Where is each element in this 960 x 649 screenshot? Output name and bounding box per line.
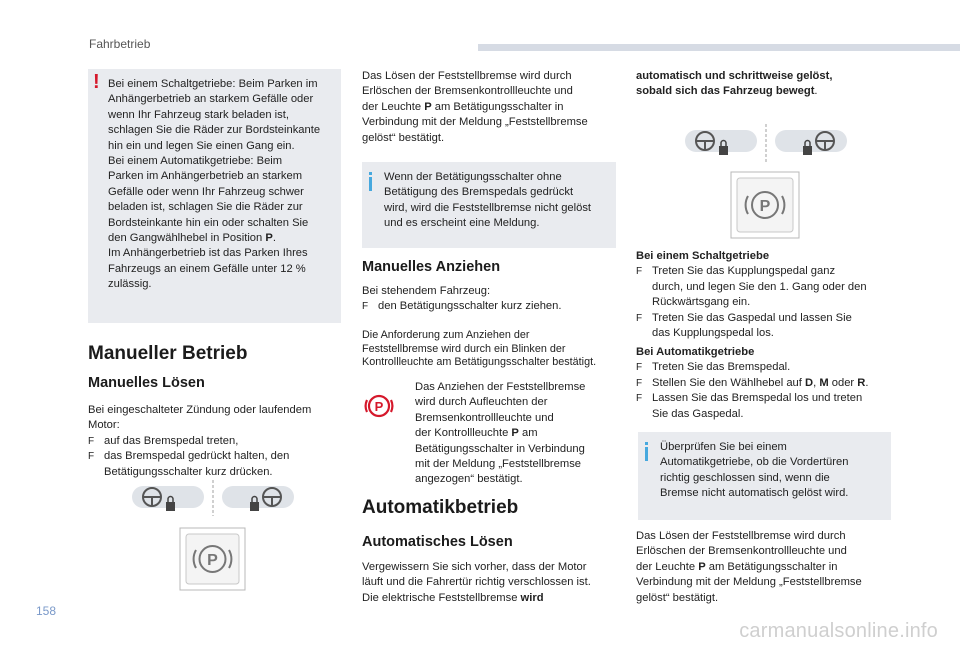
warning-line: beladen ist, schlagen Sie die Räder zur bbox=[108, 201, 303, 214]
bullet-flag-icon: F bbox=[88, 435, 95, 447]
text-line: Betätigung des Bremspedals gedrückt bbox=[384, 186, 574, 199]
text-line: Feststellbremse wird durch ein Blinken der bbox=[362, 342, 566, 355]
bullet-item-cont: Rückwärtsgang ein. bbox=[652, 296, 751, 309]
page-number: 158 bbox=[36, 604, 57, 618]
text-line: richtig geschlossen sind, wenn die bbox=[660, 471, 830, 484]
text-line: automatisch und schrittweise gelöst, bbox=[636, 70, 833, 82]
warning-exclamation-icon: ! bbox=[93, 71, 100, 93]
bullet-item: F Lassen Sie das Bremspedal los und treten bbox=[636, 391, 898, 406]
heading-auto-mode: Automatikbetrieb bbox=[362, 497, 519, 518]
bullet-item: F auf das Bremspedal treten, bbox=[88, 434, 343, 449]
bullet-item-cont: das Kupplungspedal los. bbox=[652, 327, 774, 340]
text-line: Erlöschen der Bremsenkontrollleuchte und bbox=[636, 545, 847, 558]
text-line: Die elektrische Feststellbremse wird bbox=[362, 591, 544, 604]
text-line: sobald sich das Fahrzeug bewegt. bbox=[636, 85, 818, 98]
bullet-flag-icon: F bbox=[636, 393, 643, 405]
warning-line: Fahrzeugs an einem Gefälle unter 12 % bbox=[108, 262, 306, 275]
svg-text:P: P bbox=[374, 399, 384, 414]
bullet-item: F das Bremspedal gedrückt halten, den bbox=[88, 449, 343, 464]
warning-line: Im Anhängerbetrieb ist das Parken Ihres bbox=[108, 247, 308, 260]
text-line: mit der Meldung „Feststellbremse bbox=[415, 458, 582, 471]
header-bar bbox=[478, 44, 960, 51]
text-line: Das Anziehen der Feststellbremse bbox=[415, 381, 586, 393]
text-line: wird durch Aufleuchten der bbox=[415, 396, 548, 409]
text-line: Die Anforderung zum Anziehen der bbox=[362, 329, 530, 341]
text-line: Bei eingeschalteter Zündung oder laufendem bbox=[88, 404, 312, 416]
info-text bbox=[384, 170, 614, 232]
text-line: läuft und die Fahrertür richtig verschlossen ist. bbox=[362, 576, 591, 589]
auto-release-continued bbox=[636, 69, 896, 100]
text-line: der Leuchte P am Betätigungsschalter in bbox=[362, 100, 564, 113]
bullet-item: F Stellen Sie den Wählhebel auf D, M oder R. bbox=[636, 376, 898, 391]
text-line: Kontrollleuchte am Betätigungsschalter bestätigt. bbox=[362, 356, 597, 368]
bullet-flag-icon: F bbox=[362, 301, 369, 313]
bullet-item: F Treten Sie das Gaspedal und lassen Sie bbox=[636, 311, 898, 326]
pedal-steering-illustration bbox=[683, 122, 853, 240]
text-line: gelöst“ bestätigt. bbox=[636, 591, 719, 604]
text-line: Verbindung mit der Meldung „Feststellbremse bbox=[636, 576, 862, 589]
bullet-flag-icon: F bbox=[636, 362, 643, 374]
section-title: Fahrbetrieb bbox=[89, 37, 151, 51]
warning-line: hin ein und legen Sie einen Gang ein. bbox=[108, 139, 295, 152]
text-line: Erlöschen der Bremsenkontrollleuchte und bbox=[362, 85, 573, 98]
parking-brake-warning-icon bbox=[364, 391, 394, 421]
bullet-item-cont: Sie das Gaspedal. bbox=[652, 407, 744, 420]
warning-line: Anhängerbetrieb an starkem Gefälle oder bbox=[108, 93, 314, 106]
warning-line: wenn Ihr Fahrzeug stark beladen ist, bbox=[108, 108, 289, 121]
warning-line: zulässig. bbox=[108, 278, 152, 291]
release-confirm-text bbox=[362, 69, 622, 146]
text-line: Das Lösen der Feststellbremse wird durch bbox=[362, 70, 572, 82]
text-line: Motor: bbox=[88, 419, 120, 432]
text-line: Vergewissern Sie sich vorher, dass der Motor bbox=[362, 561, 587, 573]
svg-text:P: P bbox=[207, 552, 218, 569]
heading-manual-release: Manuelles Lösen bbox=[88, 375, 205, 391]
text-line: Das Lösen der Feststellbremse wird durch bbox=[636, 530, 846, 542]
bullet-flag-icon: F bbox=[88, 451, 95, 463]
text-line: und es erscheint eine Meldung. bbox=[384, 217, 540, 230]
warning-line: den Gangwählhebel in Position P. bbox=[108, 232, 276, 245]
heading-manual-apply: Manuelles Anziehen bbox=[362, 259, 501, 275]
request-text bbox=[362, 329, 624, 370]
manual-release-text bbox=[88, 403, 343, 480]
auto-release-text bbox=[362, 560, 622, 606]
warning-line: Bei einem Schaltgetriebe: Beim Parken im bbox=[108, 78, 318, 90]
text-line: Automatikgetriebe, ob die Vordertüren bbox=[660, 456, 849, 469]
text-line: angezogen“ bestätigt. bbox=[415, 473, 523, 486]
text-line: Bremse nicht automatisch gelöst wird. bbox=[660, 487, 849, 500]
manual-apply-text bbox=[362, 284, 622, 315]
info-icon bbox=[645, 442, 648, 462]
text-line: wird, wird die Feststellbremse nicht gelöst bbox=[384, 201, 592, 214]
applied-confirm-text bbox=[415, 380, 620, 488]
watermark-link[interactable]: carmanualsonline.info bbox=[739, 620, 938, 642]
bullet-item: F Treten Sie das Kupplungspedal ganz bbox=[636, 264, 898, 279]
subheading: Bei einem Schaltgetriebe bbox=[636, 250, 770, 262]
heading-manual-mode: Manueller Betrieb bbox=[88, 343, 248, 364]
bullet-item-cont: Betätigungsschalter kurz drücken. bbox=[104, 465, 273, 478]
text-line: Wenn der Betätigungsschalter ohne bbox=[384, 171, 562, 183]
auto-illustration bbox=[683, 122, 853, 240]
info-icon bbox=[369, 172, 372, 192]
bullet-flag-icon: F bbox=[636, 266, 643, 278]
pedal-steering-illustration bbox=[130, 478, 300, 593]
bullet-flag-icon: F bbox=[636, 377, 643, 389]
heading-auto-release: Automatisches Lösen bbox=[362, 534, 513, 550]
bullet-flag-icon: F bbox=[636, 312, 643, 324]
text-line: Bei stehendem Fahrzeug: bbox=[362, 285, 491, 297]
manual-gearbox-section bbox=[636, 249, 898, 341]
subheading: Bei Automatikgetriebe bbox=[636, 346, 755, 358]
warning-text bbox=[108, 77, 340, 293]
bullet-item-cont: durch, und legen Sie den 1. Gang oder den bbox=[652, 280, 867, 293]
svg-text:P: P bbox=[759, 198, 771, 215]
release-confirm-text bbox=[636, 529, 898, 606]
auto-gearbox-section bbox=[636, 345, 898, 422]
text-line: Verbindung mit der Meldung „Feststellbremse bbox=[362, 116, 588, 129]
warning-line: schlagen Sie die Räder zur Bordsteinkante bbox=[108, 124, 321, 137]
text-line: gelöst“ bestätigt. bbox=[362, 131, 445, 144]
release-illustration bbox=[130, 478, 300, 593]
warning-line: Bordsteinkante hin ein oder schalten Sie bbox=[108, 216, 309, 229]
info-text bbox=[660, 440, 888, 502]
text-line: Betätigungsschalter in Verbindung bbox=[415, 442, 585, 455]
warning-line: Bei einem Automatikgetriebe: Beim bbox=[108, 155, 283, 168]
text-line: der Leuchte P am Betätigungsschalter in bbox=[636, 560, 838, 573]
warning-line: Parken im Anhängerbetrieb an starkem bbox=[108, 170, 303, 183]
text-line: Überprüfen Sie bei einem bbox=[660, 441, 787, 453]
warning-line: Gefälle oder wenn Ihr Fahrzeug schwer bbox=[108, 185, 304, 198]
text-line: der Kontrollleuchte P am bbox=[415, 427, 538, 440]
text-line: Bremsenkontrollleuchte und bbox=[415, 411, 554, 424]
bullet-item: F Treten Sie das Bremspedal. bbox=[636, 360, 898, 375]
bullet-item: F den Betätigungsschalter kurz ziehen. bbox=[362, 299, 622, 314]
